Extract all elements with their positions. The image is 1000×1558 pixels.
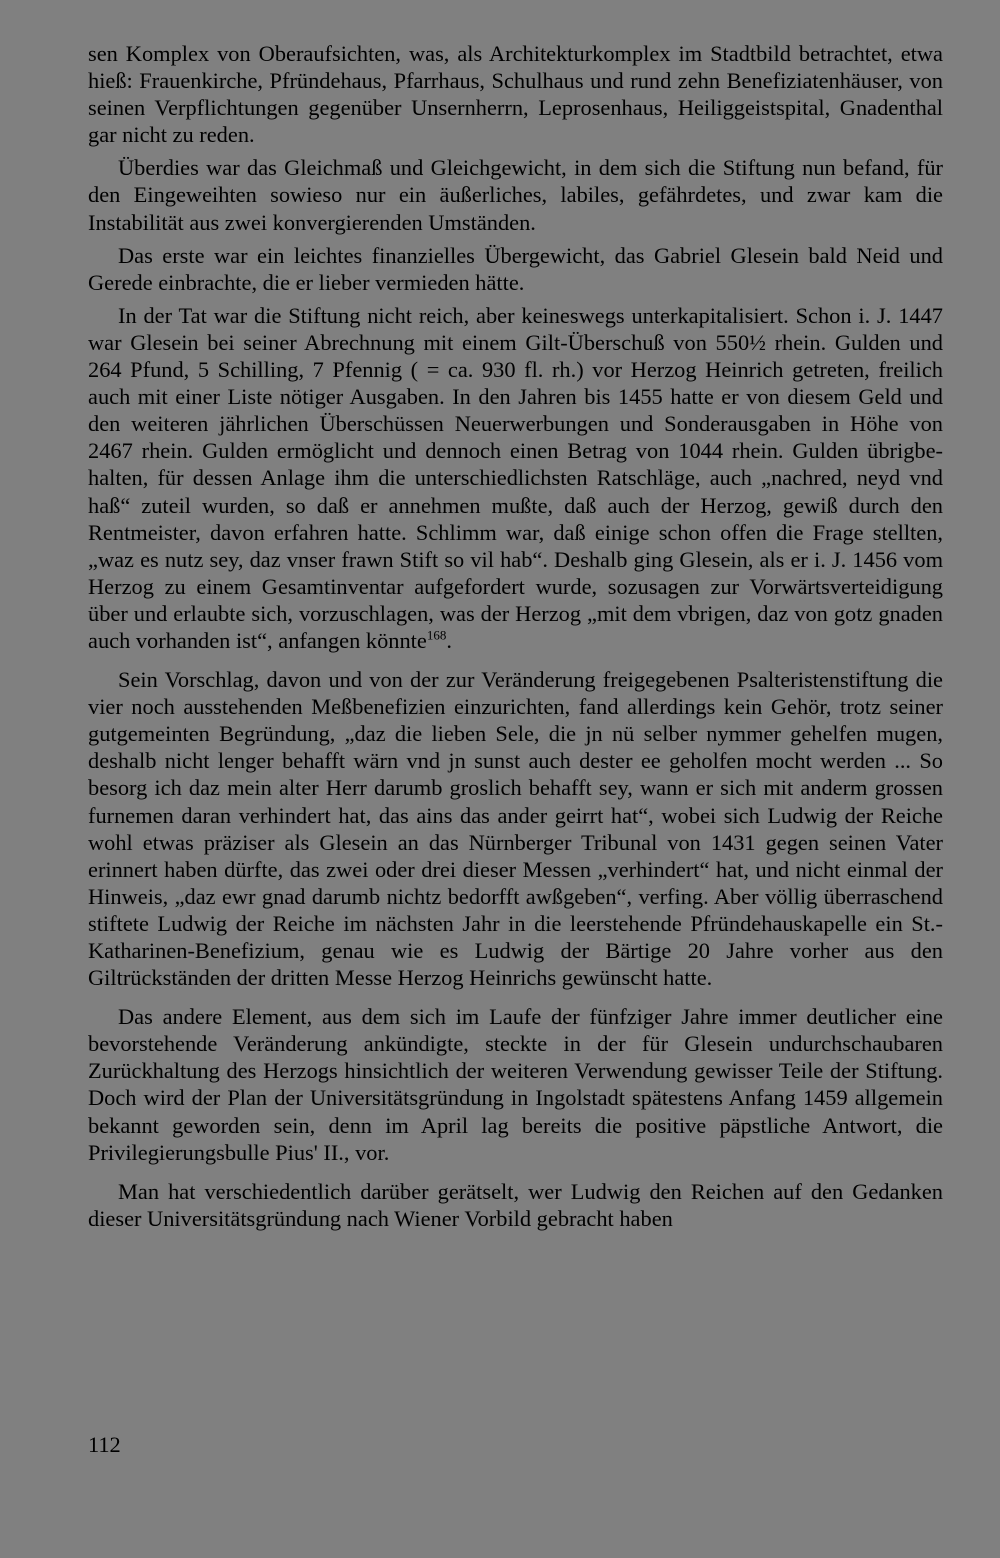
- paragraph-4-text: In der Tat war die Stiftung nicht reich, aber keineswegs unterkapitalisiert. Schon i. J. 1447 war Glesein bei seiner Abrechnung mit einem Gilt-Überschuß von 550½ rhein. Gulden und 264 Pfund, 5 Schilling, 7 Pfennig ( = ca. 930 fl. rh.) vor Herzog Heinrich getreten, freilich auch mit einer Liste nötiger Ausgaben. In den Jahren bis 1455 hatte er von diesem Geld und den weiteren jährlichen Überschüssen Neuerwerbungen und Sonderausgaben in Höhe von 2467 rhein. Gulden ermöglicht und dennoch einen Betrag von 1044 rhein. Gulden übrigbehalten, für dessen Anlage ihm die unterschiedlichsten Ratschläge, auch „nachred, neyd vnd haß“ zuteil wurden, so daß er annehmen mußte, daß auch der Herzog, gewiß durch den Rentmeister, davon erfahren hatte. Schlimm war, daß einige schon offen die Frage stellten, „waz es nutz sey, daz vnser frawn Stift so vil hab“. Deshalb ging Glesein, als er i. J. 1456 vom Herzog zu einem Gesamtinventar aufgefordert wurde, sozusagen zur Vorwärtsverteidigung über und erlaubte sich, vorzuschlagen, was der Herzog „mit dem vbrigen, daz von gotz gnaden auch vorhanden ist“, anfangen könnte: [88, 302, 943, 653]
- paragraph-7: Man hat verschiedentlich darüber gerätselt, wer Ludwig den Reichen auf den Gedanken dieser Universitätsgründung nach Wiener Vorbild gebracht haben: [88, 1178, 943, 1231]
- paragraph-6: Das andere Element, aus dem sich im Laufe der fünfziger Jahre immer deutlicher eine bevorstehende Veränderung ankündigte, steckte in der für Glesein undurchschaubaren Zurückhaltung des Herzogs hinsichtlich der weiteren Verwendung gewisser Teile der Stiftung. Doch wird der Plan der Universitätsgründung in Ingolstadt spätestens Anfang 1459 allgemein bekannt geworden sein, denn im April lag bereits die positive päpstliche Antwort, die Privilegierungsbulle Pius' II., vor.: [88, 1004, 943, 1165]
- paragraph-1: sen Komplex von Oberaufsichten, was, als Architekturkomplex im Stadtbild betrachtet, etwa hieß: Frauenkirche, Pfründehaus, Pfarrhaus, Schulhaus und rund zehn Benefiziatenhäuser, von seinen Verpflichtungen gegenüber Unsernherrn, Leprosenhaus, Heiliggeistspital, Gnadenthal gar nicht zu reden.: [88, 41, 943, 148]
- footnote-reference: 168: [426, 627, 447, 643]
- paragraph-2: Überdies war das Gleichmaß und Gleichgewicht, in dem sich die Stiftung nun befand, für den Eingeweihten sowieso nur ein äußerliches, labiles, gefährdetes, und zwar kam die Instabilität aus zwei konvergierenden Umständen.: [88, 155, 943, 235]
- paragraph-4: [88, 302, 943, 654]
- footnote-reference-suffix: .: [446, 627, 452, 653]
- body-text: [88, 40, 943, 1232]
- paragraph-5: Sein Vorschlag, davon und von der zur Veränderung freigegebenen Psalteristenstiftung die vier noch ausstehenden Meßbenefizien einzurichten, fand allerdings kein Gehör, trotz seiner gutgemeinten Begründung, „daz die lieben Sele, die jn nü selber nymmer gehelfen mugen, deshalb nicht lenger behafft wärn vnd jn sunst auch dester ee geholfen mocht werden ... So besorg ich daz mein alter Herr darumb groslich behafft sey, wann er sich mit anderm grossen furnemen daran verhindert hat, das ains das ander geirrt hat“, wobei sich Ludwig der Reiche wohl etwas präziser als Glesein an das Nürnberger Tribunal von 1431 gegen seinen Vater erinnert haben dürfte, das zwei oder drei dieser Messen „verhindert“ hat, und nicht einmal der Hinweis, „daz ewr gnad darumb nichtz bedorfft awßgeben“, verfing. Aber völlig überraschend stiftete Ludwig der Reiche im nächsten Jahr in die leerstehende Pfründehauskapelle ein St.-Katharinen-Benefizium, genau wie es Ludwig der Bärtige 20 Jahre vorher aus den Giltrückständen der dritten Messe Herzog Heinrichs gewünscht hatte.: [88, 667, 943, 991]
- paragraph-3: Das erste war ein leichtes finanzielles Übergewicht, das Gabriel Glesein bald Neid und Gerede einbrachte, die er lieber vermieden hätte.: [88, 242, 943, 295]
- page-number: 112: [88, 1432, 121, 1457]
